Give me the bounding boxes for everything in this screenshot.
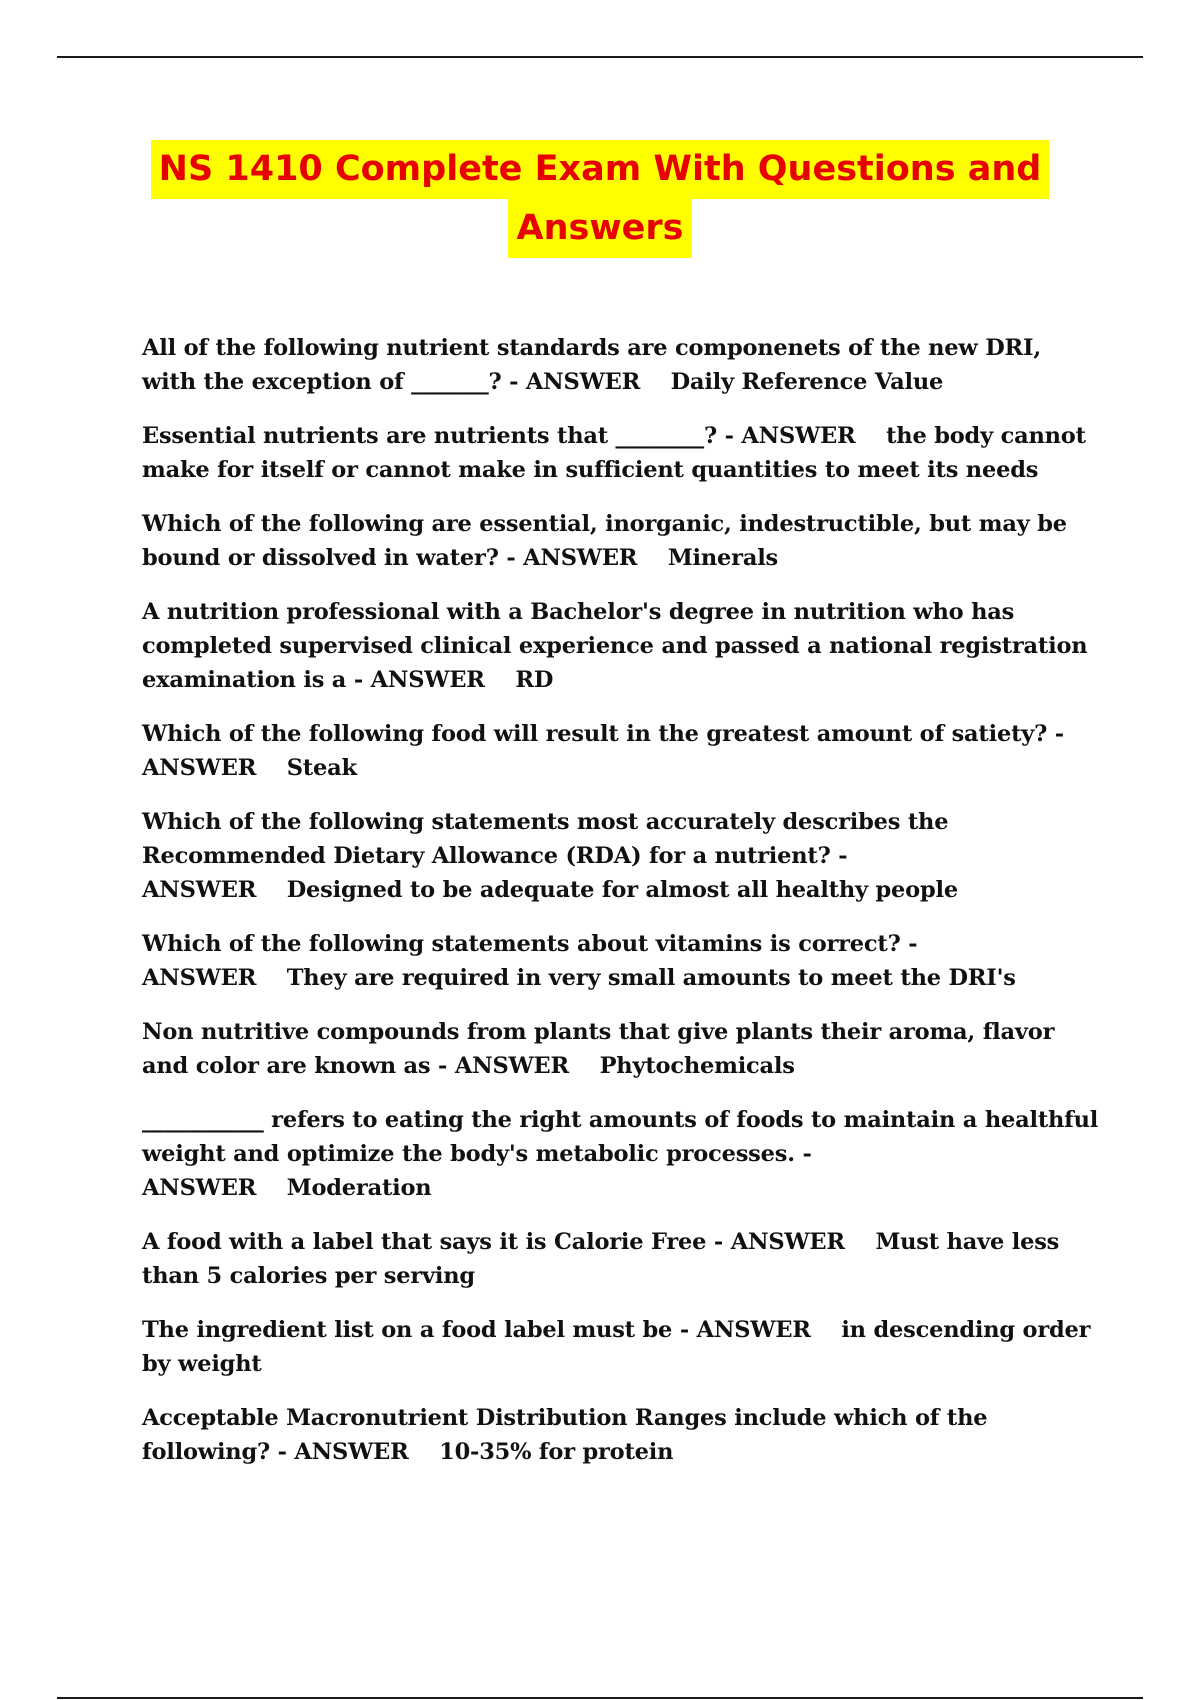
qa-item	[142, 1103, 1102, 1205]
answer-text: Phytochemicals	[599, 1053, 795, 1079]
answer-text: the body cannot make for itself or cannot make in sufficient quantities to meet its needs	[142, 423, 1086, 483]
page-title	[0, 140, 1200, 258]
qa-item	[142, 1015, 1102, 1083]
answer-separator: - ANSWER	[438, 1053, 570, 1079]
answer-separator: - ANSWER	[142, 1141, 812, 1201]
question-text: ___________ refers to eating the right amounts of foods to maintain a healthful weight and optimize the body's metabolic processes.	[142, 1107, 1099, 1167]
qa-item	[142, 595, 1102, 697]
qa-item	[142, 1225, 1102, 1293]
qa-list	[142, 331, 1102, 1489]
question-text: All of the following nutrient standards are componenets of the new DRI, with the exception of _______?	[142, 335, 1041, 395]
qa-item	[142, 1313, 1102, 1381]
answer-text: 10-35% for protein	[439, 1439, 674, 1465]
answer-separator: - ANSWER	[142, 721, 1064, 781]
answer-text: Minerals	[667, 545, 779, 571]
answer-separator: - ANSWER	[713, 1229, 845, 1255]
question-text: Which of the following are essential, inorganic, indestructible, but may be bound or dissolved in water?	[142, 511, 1067, 571]
answer-separator: - ANSWER	[353, 667, 485, 693]
qa-item	[142, 927, 1102, 995]
answer-text: in descending order by weight	[142, 1317, 1091, 1377]
qa-item	[142, 805, 1102, 907]
answer-separator: - ANSWER	[142, 931, 918, 991]
answer-text: Designed to be adequate for almost all healthy people	[286, 877, 958, 903]
answer-separator: - ANSWER	[506, 545, 638, 571]
question-text: Which of the following statements most accurately describes the Recommended Dietary Allowance (RDA) for a nutrient?	[142, 809, 949, 869]
qa-item	[142, 717, 1102, 785]
qa-item	[142, 331, 1102, 399]
answer-text: They are required in very small amounts to meet the DRI's	[286, 965, 1016, 991]
answer-separator: - ANSWER	[679, 1317, 811, 1343]
qa-item	[142, 419, 1102, 487]
question-text: Which of the following statements about vitamins is correct?	[142, 931, 901, 957]
answer-text: Daily Reference Value	[670, 369, 944, 395]
question-text: Which of the following food will result in the greatest amount of satiety?	[142, 721, 1048, 747]
question-text: Essential nutrients are nutrients that ________?	[142, 423, 717, 449]
question-text: A nutrition professional with a Bachelor's degree in nutrition who has completed supervised clinical experience and passed a national registration examination is a	[142, 599, 1088, 693]
question-text: A food with a label that says it is Calorie Free	[142, 1229, 707, 1255]
title-line-1: NS 1410 Complete Exam With Questions and	[151, 140, 1050, 199]
question-text: The ingredient list on a food label must be	[142, 1317, 673, 1343]
answer-separator: - ANSWER	[142, 843, 848, 903]
question-text: Non nutritive compounds from plants that give plants their aroma, flavor and color are known as	[142, 1019, 1055, 1079]
answer-text: RD	[515, 667, 554, 693]
answer-text: Moderation	[286, 1175, 432, 1201]
bottom-rule	[57, 1697, 1143, 1699]
qa-item	[142, 507, 1102, 575]
answer-separator: - ANSWER	[277, 1439, 409, 1465]
question-text: Acceptable Macronutrient Distribution Ranges include which of the following?	[142, 1405, 988, 1465]
answer-text: Must have less than 5 calories per serving	[142, 1229, 1060, 1289]
top-rule	[57, 56, 1143, 58]
answer-separator: - ANSWER	[724, 423, 856, 449]
answer-text: Steak	[286, 755, 357, 781]
answer-separator: - ANSWER	[509, 369, 641, 395]
qa-item	[142, 1401, 1102, 1469]
title-line-2: Answers	[508, 199, 691, 258]
